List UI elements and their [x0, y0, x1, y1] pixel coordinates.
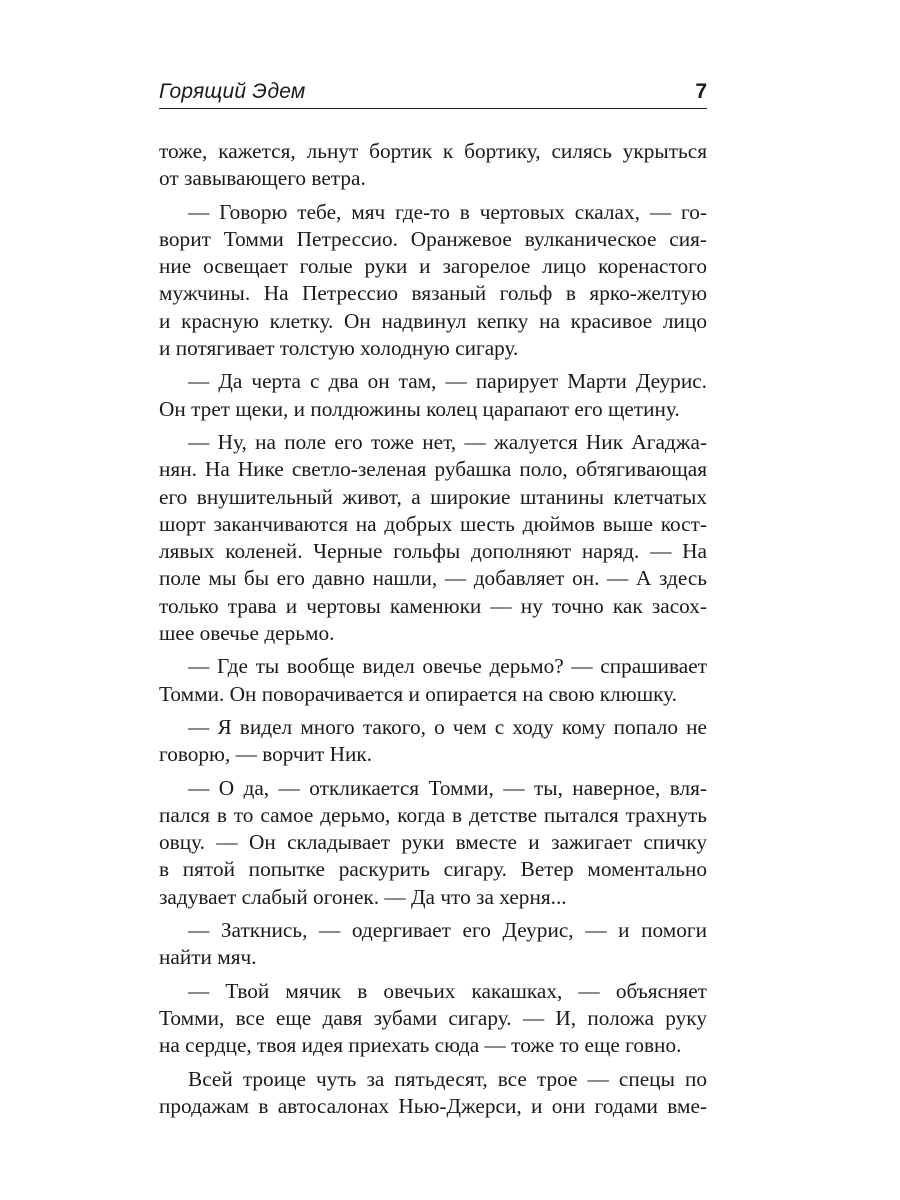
text-line: говорю, — ворчит Ник.	[159, 742, 373, 767]
text-line: его внушительный живот, а широкие штанины клетчатых	[159, 484, 707, 509]
text-line: — Ну, на поле его тоже нет, — жалуется Ник Агаджа-	[188, 429, 707, 454]
text-line: Томми, все еще давя зубами сигару. — И, положа руку	[159, 1005, 707, 1030]
paragraph	[159, 653, 707, 708]
paragraph	[159, 199, 707, 363]
page-header	[159, 76, 707, 109]
paragraph	[159, 138, 707, 193]
text-line: — О да, — откликается Томми, — ты, наверное, вля-	[188, 775, 707, 800]
text-line: ворит Томми Петрессио. Оранжевое вулканическое сия-	[159, 226, 707, 251]
text-line: — Где ты вообще видел овечье дерьмо? — спрашивает	[188, 654, 707, 679]
paragraph	[159, 368, 707, 423]
text-line: Томми. Он поворачивается и опирается на свою клюшку.	[159, 681, 677, 706]
text-line: от завывающего ветра.	[159, 166, 366, 191]
paragraph	[159, 1066, 707, 1121]
page-number: 7	[695, 80, 707, 103]
text-line: на сердце, твоя идея приехать сюда — тоже то еще говно.	[159, 1033, 682, 1058]
paragraph	[159, 775, 707, 911]
text-line: — Твой мячик в овечьих какашках, — объясняет	[188, 978, 707, 1003]
text-line: — Я видел много такого, о чем с ходу кому попало не	[188, 714, 707, 739]
text-line: тоже, кажется, льнут бортик к бортику, силясь укрыться	[159, 139, 707, 163]
text-line: мужчины. На Петрессио вязаный гольф в ярко-желтую	[159, 281, 707, 306]
text-line: шее овечье дерьмо.	[159, 621, 335, 646]
text-line: задувает слабый огонек. — Да что за херня...	[159, 884, 567, 909]
text-line: и красную клетку. Он надвинул кепку на красивое лицо	[159, 308, 707, 333]
text-line: лявых коленей. Черные гольфы дополняют наряд. — На	[159, 539, 707, 564]
paragraph	[159, 429, 707, 647]
text-line: — Говорю тебе, мяч где-то в чертовых скалах, — го-	[188, 199, 707, 224]
text-line: овцу. — Он складывает руки вместе и зажигает спичку	[159, 830, 707, 855]
text-line: только трава и чертовы каменюки — ну точно как засох-	[159, 593, 707, 618]
text-line: найти мяч.	[159, 945, 257, 970]
paragraph	[159, 917, 707, 972]
text-line: шорт заканчиваются на добрых шесть дюймов выше кост-	[159, 511, 707, 536]
text-line: пался в то самое дерьмо, когда в детстве пытался трахнуть	[159, 802, 707, 827]
running-title: Горящий Эдем	[159, 80, 306, 103]
text-line: в пятой попытке раскурить сигару. Ветер моментально	[159, 857, 707, 882]
text-line: поле мы бы его давно нашли, — добавляет он. — А здесь	[159, 566, 707, 591]
text-line: — Да черта с два он там, — парирует Марти Деурис.	[188, 369, 707, 394]
paragraph	[159, 978, 707, 1060]
text-line: — Заткнись, — одергивает его Деурис, — и помоги	[188, 918, 707, 943]
paragraph	[159, 714, 707, 769]
text-body	[159, 138, 707, 1126]
text-line: и потягивает толстую холодную сигару.	[159, 336, 519, 361]
text-line: Всей троице чуть за пятьдесят, все трое — спецы по	[188, 1066, 707, 1091]
text-line: Он трет щеки, и полдюжины колец царапают его щетину.	[159, 396, 680, 421]
text-line: продажам в автосалонах Нью-Джерси, и они годами вме-	[159, 1093, 707, 1118]
text-line: ние освещает голые руки и загорелое лицо коренастого	[159, 254, 707, 279]
text-line: нян. На Нике светло-зеленая рубашка поло, обтягивающая	[159, 457, 707, 482]
